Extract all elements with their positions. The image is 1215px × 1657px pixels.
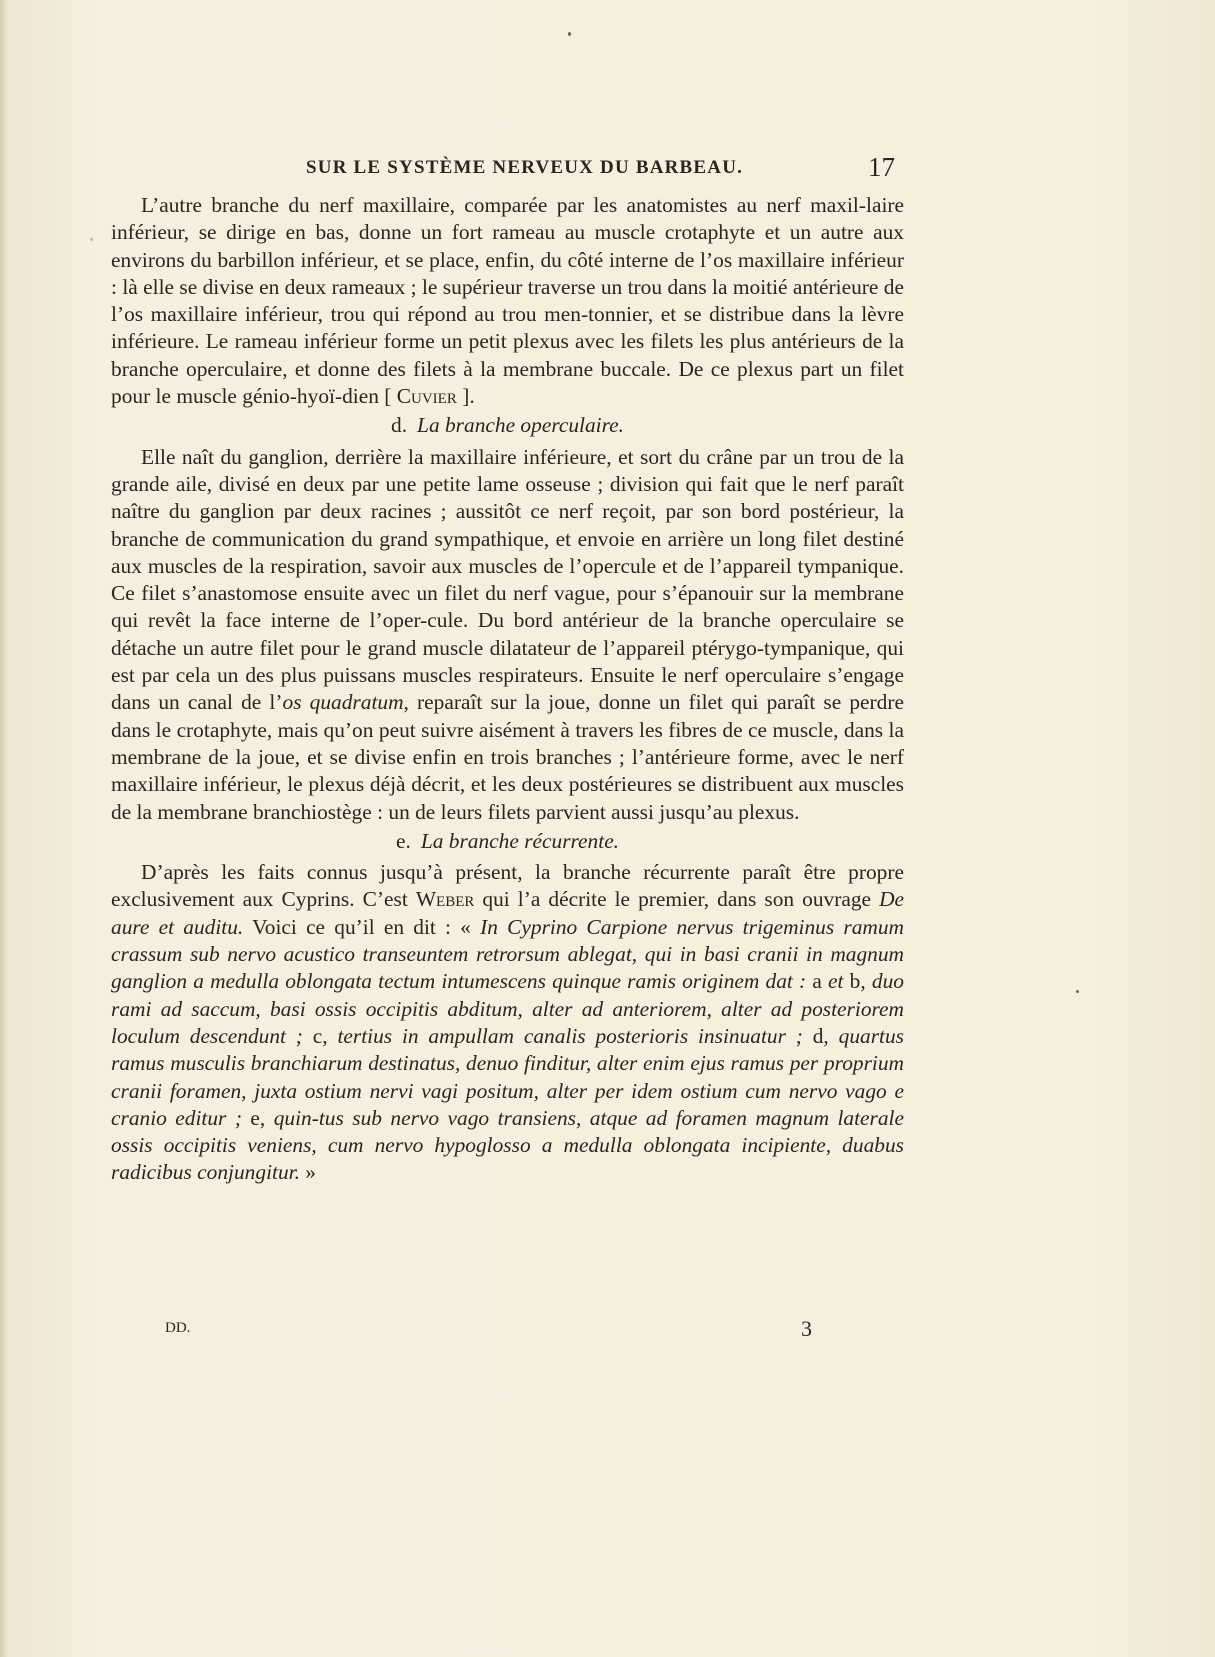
enum-letter: e, (241, 1105, 274, 1130)
paragraph-text-continued: , reparaît sur la joue, donne un filet qui paraît se perdre dans le crotaphyte, mais qu’on peut suivre aisément à travers les fibres de ce muscle, dans la membrane de la joue, et se divise enfin en trois branches ; l’antérieure forme, avec le nerf maxillaire inférieur, le plexus déjà décrit, et les deux postérieures se distribuent aux muscles de la membrane branchiostège : un de leurs filets parvient aussi jusqu’au plexus. (111, 690, 904, 824)
paragraph-recurrente (111, 859, 904, 1187)
paragraph-maxillary-branch (111, 192, 904, 410)
author-weber: Weber (415, 887, 475, 912)
section-title: La branche operculaire. (417, 413, 624, 438)
section-heading-e (111, 828, 904, 855)
work-title: De aure et auditu. (111, 887, 905, 939)
enum-letter: d, (802, 1023, 839, 1048)
paragraph-text: qui l’a décrite le premier, dans son ouvrage (474, 887, 880, 912)
section-letter: d. (391, 413, 408, 438)
running-head: SUR LE SYSTÈME NERVEUX DU BARBEAU. (306, 157, 744, 178)
body-text (111, 192, 904, 1187)
latin-quote: quin-tus sub nervo vago transiens, atque ad foramen magnum laterale ossis occipitis veniens, cum nervo hypoglosso a medulla oblongata incipiente, duabus radicibus conjungitur. (111, 1105, 904, 1185)
latin-quote: tertius in ampullam canalis posterioris insinuatur ; (337, 1023, 803, 1048)
latin-quote: quartus ramus musculis branchiarum destinatus, denuo finditur, alter enim ejus ramus per proprium cranii foramen, juxta ostium nervi vagi positum, alter per idem ostium cum nervo vago e cranio editur ; (111, 1023, 904, 1130)
author-cuvier: Cuvier (396, 384, 457, 409)
printer-signature: DD. (165, 1320, 191, 1336)
paragraph-operculaire (111, 444, 904, 826)
latin-term: os quadratum (282, 690, 404, 715)
paper-speck (90, 238, 93, 241)
section-letter: e. (395, 828, 411, 853)
enum-letter: b, (843, 969, 872, 994)
enum-letter: c, (302, 1023, 338, 1048)
enum-letter: a (806, 969, 829, 994)
signature-number: 3 (801, 1316, 812, 1341)
latin-quote: et (828, 969, 844, 994)
quote-close: » (299, 1160, 316, 1185)
paper-speck (568, 32, 571, 36)
paragraph-text: D’après les faits connus jusqu’à présent, la branche récurrente paraît être propre exclusivement aux Cyprins. C’est (111, 860, 904, 912)
section-heading-d (111, 412, 904, 439)
paper-speck (1076, 990, 1079, 993)
latin-quote: duo rami ad saccum, basi ossis occipitis abditum, alter ad anteriorem, alter ad posteriorem loculum descendunt ; (111, 969, 904, 1048)
paragraph-text: Voici ce qu’il en dit : « (243, 914, 481, 939)
paragraph-text-end: ]. (462, 384, 475, 409)
page-number: 17 (868, 152, 895, 182)
page-binding-shadow (0, 0, 8, 1657)
latin-quote: In Cyprino Carpione nervus trigeminus ramum crassum sub nervo acustico transeuntem retrorsum ablegat, qui in basi cranii in magnum ganglion a medulla oblongata tectum intumescens quinque ramis originem dat : (111, 914, 904, 994)
paragraph-text: L’autre branche du nerf maxillaire, comparée par les anatomistes au nerf maxil-laire inférieur, se dirige en bas, donne un fort rameau au muscle crotaphyte et un autre aux environs du barbillon inférieur, et se place, enfin, du côté interne de l’os maxillaire inférieur : là elle se divise en deux rameaux ; le supérieur traverse un trou dans la moitié antérieure de l’os maxillaire inférieur, trou qui répond au trou men-tonnier, et se distribue dans la lèvre inférieure. Le rameau inférieur forme un petit plexus avec les filets les plus antérieurs de la branche operculaire, et donne des filets à la membrane buccale. De ce plexus part un filet pour le muscle génio-hyoï-dien [ (111, 193, 904, 409)
section-title: La branche récurrente. (420, 828, 620, 853)
paragraph-text: Elle naît du ganglion, derrière la maxillaire inférieure, et sort du crâne par un trou de la grande aile, divisé en deux par une petite lame osseuse ; division qui fait que le nerf paraît naître du ganglion par deux racines ; aussitôt ce nerf reçoit, par son bord postérieur, la branche de communication du grand sympathique, et envoie en arrière un long filet destiné aux muscles de la respiration, savoir aux muscles de l’opercule et de l’appareil tympanique. Ce filet s’anastomose ensuite avec un filet du nerf vague, pour s’épanouir sur la membrane qui revêt la face interne de l’oper-cule. Du bord antérieur de la branche operculaire se détache un autre filet pour le grand muscle dilatateur de l’appareil ptérygo-tympanique, qui est par cela un des plus puissans muscles respirateurs. Ensuite le nerf operculaire s’engage dans un canal de l’ (111, 444, 904, 715)
